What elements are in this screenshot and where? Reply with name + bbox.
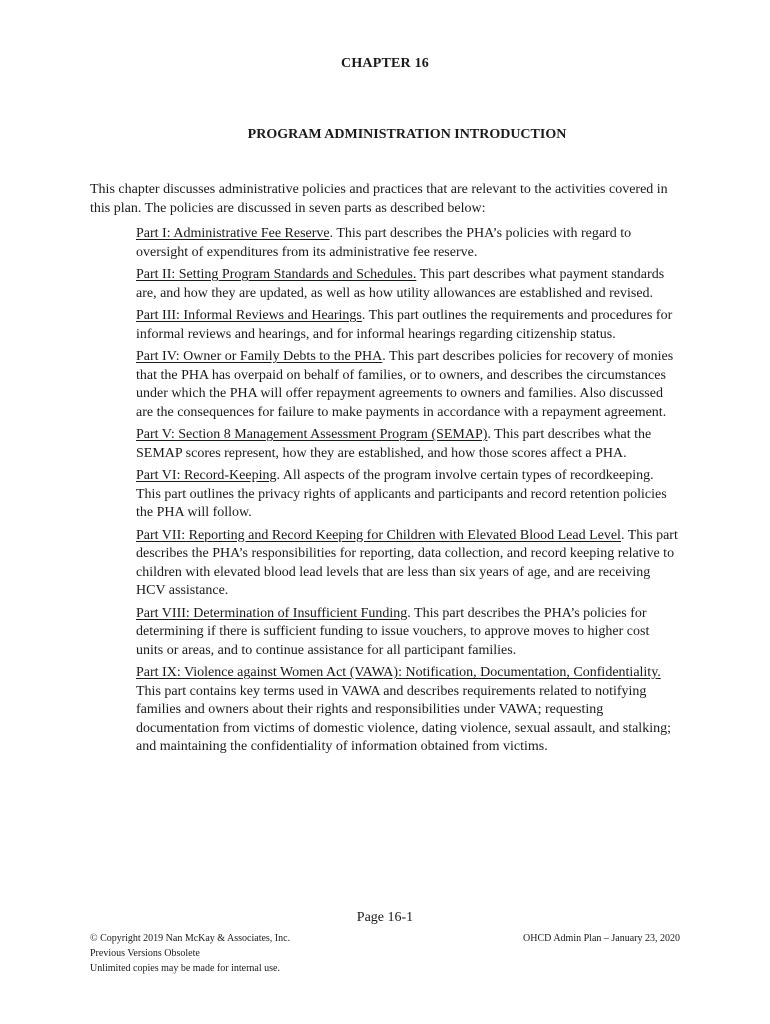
part-description: This part describes the PHA’s policies with regard to oversight of expenditures from its administrative fee reserve. bbox=[136, 226, 632, 260]
part-title: Part VII: Reporting and Record Keeping for Children with Elevated Blood Lead Level bbox=[136, 527, 621, 543]
part-item bbox=[136, 348, 678, 422]
part-separator: . bbox=[329, 226, 337, 241]
part-item bbox=[136, 266, 678, 303]
part-item bbox=[136, 605, 678, 661]
part-title: Part II: Setting Program Standards and Schedules. bbox=[136, 267, 417, 282]
part-separator: . bbox=[276, 468, 283, 483]
part-item bbox=[136, 307, 678, 344]
part-item bbox=[136, 664, 678, 757]
page-number: Page 16-1 bbox=[356, 910, 414, 925]
part-description: This part describes the PHA’s responsibilities for reporting, data collection, and record keeping relative to children with elevated blood lead levels that are less than six years of age, and are receiving HCV assistance. bbox=[136, 527, 678, 598]
part-description: All aspects of the program involve certain types of recordkeeping. This part outlines the privacy rights of applicants and participants and record retention policies the PHA will follow. bbox=[136, 468, 667, 520]
part-separator: . bbox=[361, 308, 369, 323]
plan-info: OHCD Admin Plan – January 23, 2020 bbox=[523, 933, 680, 944]
part-description: This part describes policies for recovery of monies that the PHA has overpaid on behalf of families, or to owners, and describes the circumstances under which the PHA will offer repayment agreements to owners and families. Also discussed are the consequences for failure to make payments in accordance with a repayment agreement. bbox=[136, 349, 674, 420]
part-title: Part IV: Owner or Family Debts to the PHA bbox=[136, 349, 383, 364]
part-separator: . bbox=[382, 349, 390, 364]
copyright-notice: © Copyright 2019 Nan McKay & Associates, Inc. bbox=[90, 933, 291, 944]
footer-left bbox=[90, 931, 290, 976]
previous-versions-note: Previous Versions Obsolete bbox=[90, 948, 200, 959]
part-description: This part describes the PHA’s policies for determining if there is sufficient funding to issue vouchers, to approve moves to higher cost units or areas, and to continue assistance for all participant families. bbox=[136, 605, 650, 658]
part-item bbox=[136, 467, 678, 523]
copies-note: Unlimited copies may be made for internal use. bbox=[90, 963, 280, 974]
part-separator: . bbox=[620, 527, 628, 543]
part-description: This part contains key terms used in VAWA and describes requirements related to notifying families and owners about their rights and responsibilities under VAWA; requesting documentation from victims of domestic violence, dating violence, sexual assault, and stalking; and maintaining the confidentiality of information obtained from victims. bbox=[136, 683, 671, 754]
part-title: Part I: Administrative Fee Reserve bbox=[136, 226, 330, 241]
part-description: This part outlines the requirements and procedures for informal reviews and hearings, and for informal hearings regarding citizenship status. bbox=[136, 308, 673, 342]
part-separator: . bbox=[487, 427, 495, 442]
part-item bbox=[136, 426, 678, 463]
part-title: Part IX: Violence against Women Act (VAWA): Notification, Documentation, Confidentiality. bbox=[136, 665, 661, 680]
part-title: Part V: Section 8 Management Assessment Program (SEMAP) bbox=[136, 427, 488, 442]
part-description: This part describes what the SEMAP scores represent, how they are established, and how those scores affect a PHA. bbox=[136, 427, 652, 461]
part-item bbox=[136, 225, 678, 262]
part-title: Part III: Informal Reviews and Hearings bbox=[136, 308, 362, 323]
part-item bbox=[136, 527, 678, 601]
section-title: PROGRAM ADMINISTRATION INTRODUCTION bbox=[247, 127, 567, 142]
intro-paragraph: This chapter discusses administrative policies and practices that are relevant to the activities covered in this plan. The policies are discussed in seven parts as described below: bbox=[90, 182, 668, 216]
parts-list bbox=[136, 225, 678, 761]
part-title: Part VIII: Determination of Insufficient Funding bbox=[136, 605, 408, 621]
part-title: Part VI: Record-Keeping bbox=[136, 468, 277, 483]
chapter-title: CHAPTER 16 bbox=[341, 56, 429, 71]
part-separator: . bbox=[407, 605, 415, 621]
part-description: This part describes what payment standards are, and how they are updated, as well as how utility allowances are established and revised. bbox=[136, 267, 665, 301]
